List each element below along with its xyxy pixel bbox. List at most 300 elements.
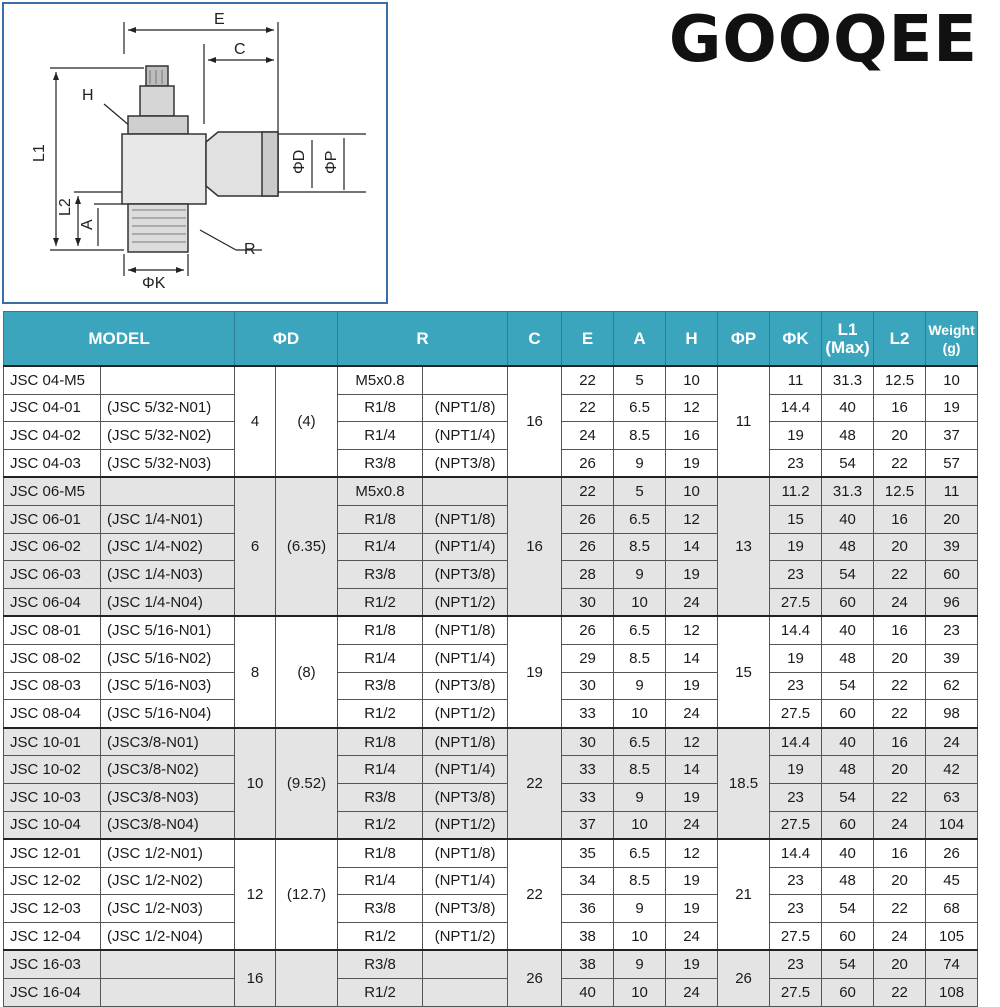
cell-r: M5x0.8 (338, 366, 423, 394)
cell-alt-model (101, 950, 235, 978)
cell-h: 12 (666, 616, 718, 644)
cell-model: JSC 10-04 (4, 811, 101, 839)
cell-r-npt (423, 950, 508, 978)
cell-h: 12 (666, 728, 718, 756)
cell-a: 10 (614, 700, 666, 728)
cell-phi-k: 11 (770, 366, 822, 394)
cell-alt-model: (JSC3/8-N01) (101, 728, 235, 756)
cell-a: 9 (614, 561, 666, 589)
cell-phi-d: 12 (235, 839, 276, 950)
table-row (4, 756, 978, 784)
cell-phi-k: 14.4 (770, 394, 822, 422)
cell-r: R1/2 (338, 811, 423, 839)
cell-l1: 40 (822, 728, 874, 756)
cell-phi-k: 27.5 (770, 922, 822, 950)
cell-h: 19 (666, 561, 718, 589)
cell-model: JSC 04-M5 (4, 366, 101, 394)
cell-h: 24 (666, 588, 718, 616)
cell-r-npt: (NPT1/4) (423, 644, 508, 672)
cell-l2: 22 (874, 672, 926, 700)
cell-h: 14 (666, 756, 718, 784)
cell-l2: 20 (874, 533, 926, 561)
cell-phi-k: 23 (770, 895, 822, 923)
cell-weight: 10 (926, 366, 978, 394)
cell-l2: 24 (874, 588, 926, 616)
table-group (4, 477, 978, 616)
cell-phi-k: 27.5 (770, 588, 822, 616)
table-row (4, 728, 978, 756)
cell-alt-model: (JSC 1/2-N02) (101, 867, 235, 895)
cell-l1: 54 (822, 449, 874, 477)
cell-model: JSC 12-01 (4, 839, 101, 867)
cell-l1: 60 (822, 979, 874, 1007)
cell-e: 22 (562, 477, 614, 505)
cell-model: JSC 08-03 (4, 672, 101, 700)
cell-r-npt: (NPT1/8) (423, 394, 508, 422)
cell-e: 34 (562, 867, 614, 895)
cell-weight: 105 (926, 922, 978, 950)
cell-e: 30 (562, 728, 614, 756)
cell-h: 16 (666, 422, 718, 450)
cell-h: 24 (666, 922, 718, 950)
cell-weight: 63 (926, 783, 978, 811)
cell-l1: 48 (822, 867, 874, 895)
cell-r-npt: (NPT1/4) (423, 422, 508, 450)
cell-e: 29 (562, 644, 614, 672)
cell-r: R1/2 (338, 922, 423, 950)
cell-c: 19 (508, 616, 562, 727)
table-row (4, 366, 978, 394)
label-l1: L1 (31, 144, 48, 162)
cell-alt-model: (JSC3/8-N03) (101, 783, 235, 811)
cell-alt-model (101, 979, 235, 1007)
table-row (4, 394, 978, 422)
cell-a: 6.5 (614, 394, 666, 422)
cell-weight: 11 (926, 477, 978, 505)
cell-weight: 24 (926, 728, 978, 756)
cell-l2: 24 (874, 922, 926, 950)
cell-c: 16 (508, 366, 562, 477)
cell-h: 14 (666, 644, 718, 672)
cell-weight: 19 (926, 394, 978, 422)
cell-alt-model: (JSC3/8-N04) (101, 811, 235, 839)
cell-r: R1/2 (338, 700, 423, 728)
cell-alt-model: (JSC 5/16-N03) (101, 672, 235, 700)
cell-a: 6.5 (614, 728, 666, 756)
cell-r: R1/8 (338, 505, 423, 533)
label-r: R (244, 241, 256, 258)
cell-phi-p: 15 (718, 616, 770, 727)
cell-r: R1/4 (338, 756, 423, 784)
cell-h: 19 (666, 783, 718, 811)
cell-a: 10 (614, 979, 666, 1007)
table-group (4, 950, 978, 1006)
cell-r: R3/8 (338, 895, 423, 923)
cell-phi-k: 23 (770, 950, 822, 978)
cell-phi-d-inch: (9.52) (276, 728, 338, 839)
cell-model: JSC 04-01 (4, 394, 101, 422)
cell-weight: 26 (926, 839, 978, 867)
label-phi-p: ΦP (323, 150, 340, 174)
header-weight-bottom: (g) (942, 339, 961, 356)
table-row (4, 449, 978, 477)
cell-e: 40 (562, 979, 614, 1007)
cell-r: R1/8 (338, 394, 423, 422)
cell-a: 9 (614, 783, 666, 811)
cell-phi-d: 6 (235, 477, 276, 616)
cell-r: R3/8 (338, 561, 423, 589)
cell-e: 28 (562, 561, 614, 589)
cell-weight: 42 (926, 756, 978, 784)
header-l2: L2 (874, 312, 926, 367)
cell-weight: 60 (926, 561, 978, 589)
cell-r: R1/4 (338, 533, 423, 561)
cell-alt-model: (JSC3/8-N02) (101, 756, 235, 784)
cell-alt-model: (JSC 5/32-N02) (101, 422, 235, 450)
cell-weight: 104 (926, 811, 978, 839)
cell-model: JSC 10-01 (4, 728, 101, 756)
cell-h: 19 (666, 950, 718, 978)
cell-e: 26 (562, 449, 614, 477)
cell-e: 33 (562, 756, 614, 784)
cell-r-npt: (NPT1/4) (423, 867, 508, 895)
cell-phi-p: 18.5 (718, 728, 770, 839)
cell-l2: 22 (874, 449, 926, 477)
table-group (4, 839, 978, 950)
table-row (4, 700, 978, 728)
table-row (4, 895, 978, 923)
cell-phi-k: 19 (770, 422, 822, 450)
cell-h: 10 (666, 477, 718, 505)
cell-model: JSC 06-03 (4, 561, 101, 589)
cell-e: 33 (562, 783, 614, 811)
cell-phi-d-inch: (4) (276, 366, 338, 477)
cell-r-npt: (NPT3/8) (423, 783, 508, 811)
cell-r: R3/8 (338, 783, 423, 811)
header-model: MODEL (4, 312, 235, 367)
cell-weight: 20 (926, 505, 978, 533)
brand-logo: GOOQEE (668, 3, 978, 77)
cell-r-npt: (NPT1/8) (423, 616, 508, 644)
table-row (4, 783, 978, 811)
label-h: H (82, 87, 94, 104)
cell-l2: 12.5 (874, 366, 926, 394)
cell-weight: 74 (926, 950, 978, 978)
cell-l2: 22 (874, 895, 926, 923)
cell-e: 26 (562, 533, 614, 561)
cell-weight: 37 (926, 422, 978, 450)
cell-a: 9 (614, 672, 666, 700)
cell-r-npt: (NPT1/2) (423, 811, 508, 839)
cell-alt-model: (JSC 5/32-N01) (101, 394, 235, 422)
cell-alt-model: (JSC 1/4-N01) (101, 505, 235, 533)
cell-l1: 48 (822, 533, 874, 561)
table-row (4, 422, 978, 450)
cell-r: R1/8 (338, 728, 423, 756)
cell-model: JSC 04-02 (4, 422, 101, 450)
cell-alt-model: (JSC 1/2-N01) (101, 839, 235, 867)
cell-alt-model (101, 366, 235, 394)
cell-phi-k: 27.5 (770, 979, 822, 1007)
cell-l1: 54 (822, 895, 874, 923)
header-l1 (822, 312, 874, 367)
cell-e: 37 (562, 811, 614, 839)
table-row (4, 811, 978, 839)
cell-phi-k: 27.5 (770, 700, 822, 728)
cell-model: JSC 06-M5 (4, 477, 101, 505)
cell-h: 19 (666, 895, 718, 923)
cell-l2: 16 (874, 839, 926, 867)
cell-h: 10 (666, 366, 718, 394)
cell-r-npt (423, 979, 508, 1007)
cell-a: 8.5 (614, 644, 666, 672)
cell-phi-d: 8 (235, 616, 276, 727)
cell-l1: 31.3 (822, 366, 874, 394)
cell-a: 6.5 (614, 505, 666, 533)
cell-phi-k: 14.4 (770, 839, 822, 867)
cell-l1: 54 (822, 672, 874, 700)
header-l1-bottom: (Max) (825, 337, 870, 357)
cell-a: 9 (614, 950, 666, 978)
cell-phi-k: 23 (770, 449, 822, 477)
header-weight (926, 312, 978, 367)
cell-r-npt: (NPT1/8) (423, 839, 508, 867)
table-row (4, 505, 978, 533)
cell-phi-p: 21 (718, 839, 770, 950)
fitting-drawing (4, 4, 386, 302)
cell-r: R3/8 (338, 449, 423, 477)
cell-model: JSC 08-02 (4, 644, 101, 672)
header-h: H (666, 312, 718, 367)
table-row (4, 477, 978, 505)
cell-r-npt: (NPT3/8) (423, 449, 508, 477)
cell-a: 6.5 (614, 839, 666, 867)
table-row (4, 672, 978, 700)
cell-phi-d: 4 (235, 366, 276, 477)
cell-model: JSC 08-04 (4, 700, 101, 728)
table-group (4, 366, 978, 477)
cell-phi-k: 19 (770, 533, 822, 561)
cell-alt-model: (JSC 1/4-N04) (101, 588, 235, 616)
cell-phi-k: 19 (770, 644, 822, 672)
label-phi-k: ΦK (142, 275, 166, 292)
header-phi-k: ΦK (770, 312, 822, 367)
table-row (4, 979, 978, 1007)
cell-r: R1/4 (338, 644, 423, 672)
cell-r: R1/4 (338, 422, 423, 450)
cell-h: 12 (666, 839, 718, 867)
cell-c: 16 (508, 477, 562, 616)
cell-weight: 23 (926, 616, 978, 644)
cell-l1: 60 (822, 588, 874, 616)
cell-l2: 22 (874, 561, 926, 589)
cell-a: 9 (614, 449, 666, 477)
cell-l1: 60 (822, 922, 874, 950)
header-phi-p: ΦP (718, 312, 770, 367)
cell-r-npt: (NPT3/8) (423, 895, 508, 923)
cell-l2: 20 (874, 756, 926, 784)
cell-r-npt: (NPT1/2) (423, 922, 508, 950)
cell-h: 12 (666, 394, 718, 422)
cell-l1: 54 (822, 950, 874, 978)
cell-r: M5x0.8 (338, 477, 423, 505)
table-row (4, 533, 978, 561)
cell-phi-d: 10 (235, 728, 276, 839)
cell-e: 33 (562, 700, 614, 728)
cell-phi-k: 15 (770, 505, 822, 533)
cell-phi-k: 23 (770, 867, 822, 895)
cell-alt-model: (JSC 1/4-N02) (101, 533, 235, 561)
cell-weight: 68 (926, 895, 978, 923)
cell-r-npt: (NPT1/4) (423, 756, 508, 784)
header-r: R (338, 312, 508, 367)
table-row (4, 588, 978, 616)
cell-h: 24 (666, 811, 718, 839)
cell-l1: 48 (822, 756, 874, 784)
cell-h: 19 (666, 867, 718, 895)
label-c: C (234, 41, 246, 58)
cell-l2: 16 (874, 505, 926, 533)
cell-r: R1/2 (338, 588, 423, 616)
cell-phi-p: 26 (718, 950, 770, 1006)
cell-alt-model: (JSC 1/2-N03) (101, 895, 235, 923)
cell-alt-model: (JSC 5/32-N03) (101, 449, 235, 477)
cell-a: 8.5 (614, 533, 666, 561)
cell-l1: 40 (822, 839, 874, 867)
cell-phi-k: 23 (770, 672, 822, 700)
header-l1-top: L1 (837, 319, 858, 339)
cell-alt-model: (JSC 1/2-N04) (101, 922, 235, 950)
table-row (4, 867, 978, 895)
cell-r-npt: (NPT3/8) (423, 672, 508, 700)
cell-alt-model: (JSC 1/4-N03) (101, 561, 235, 589)
header-e: E (562, 312, 614, 367)
cell-weight: 108 (926, 979, 978, 1007)
cell-l2: 24 (874, 811, 926, 839)
cell-phi-k: 23 (770, 561, 822, 589)
label-a: A (79, 219, 96, 230)
cell-l2: 22 (874, 783, 926, 811)
cell-r: R1/4 (338, 867, 423, 895)
cell-e: 22 (562, 394, 614, 422)
cell-weight: 98 (926, 700, 978, 728)
cell-phi-k: 11.2 (770, 477, 822, 505)
table-row (4, 616, 978, 644)
table-row (4, 839, 978, 867)
cell-l1: 60 (822, 811, 874, 839)
table-row (4, 922, 978, 950)
cell-phi-d: 16 (235, 950, 276, 1006)
cell-phi-d-inch: (8) (276, 616, 338, 727)
cell-phi-d-inch: (12.7) (276, 839, 338, 950)
cell-phi-d-inch: (6.35) (276, 477, 338, 616)
table-row (4, 950, 978, 978)
cell-model: JSC 16-04 (4, 979, 101, 1007)
cell-a: 8.5 (614, 867, 666, 895)
cell-l1: 54 (822, 783, 874, 811)
cell-l1: 40 (822, 394, 874, 422)
cell-r-npt: (NPT1/8) (423, 505, 508, 533)
cell-model: JSC 06-01 (4, 505, 101, 533)
cell-r-npt: (NPT1/2) (423, 588, 508, 616)
cell-r: R1/8 (338, 616, 423, 644)
cell-r-npt: (NPT3/8) (423, 561, 508, 589)
cell-e: 35 (562, 839, 614, 867)
cell-phi-k: 14.4 (770, 728, 822, 756)
cell-r-npt: (NPT1/8) (423, 728, 508, 756)
cell-h: 19 (666, 672, 718, 700)
cell-l1: 40 (822, 616, 874, 644)
cell-r-npt (423, 366, 508, 394)
cell-r-npt: (NPT1/2) (423, 700, 508, 728)
cell-l1: 48 (822, 422, 874, 450)
cell-l1: 31.3 (822, 477, 874, 505)
table-header-row (4, 312, 978, 367)
cell-r: R1/2 (338, 979, 423, 1007)
cell-l2: 20 (874, 950, 926, 978)
cell-phi-k: 23 (770, 783, 822, 811)
cell-a: 5 (614, 366, 666, 394)
cell-l2: 22 (874, 979, 926, 1007)
cell-e: 38 (562, 922, 614, 950)
table-row (4, 644, 978, 672)
table-row (4, 561, 978, 589)
cell-h: 24 (666, 979, 718, 1007)
cell-weight: 39 (926, 533, 978, 561)
cell-l2: 20 (874, 422, 926, 450)
cell-c: 26 (508, 950, 562, 1006)
cell-l2: 20 (874, 644, 926, 672)
cell-a: 10 (614, 922, 666, 950)
cell-r: R3/8 (338, 950, 423, 978)
cell-model: JSC 10-03 (4, 783, 101, 811)
cell-l2: 16 (874, 616, 926, 644)
cell-phi-k: 27.5 (770, 811, 822, 839)
cell-l1: 40 (822, 505, 874, 533)
cell-c: 22 (508, 839, 562, 950)
cell-e: 30 (562, 588, 614, 616)
cell-e: 30 (562, 672, 614, 700)
cell-r: R3/8 (338, 672, 423, 700)
cell-model: JSC 12-04 (4, 922, 101, 950)
header-c: C (508, 312, 562, 367)
cell-model: JSC 10-02 (4, 756, 101, 784)
cell-a: 8.5 (614, 422, 666, 450)
label-phi-d: ΦD (291, 149, 308, 174)
cell-model: JSC 06-02 (4, 533, 101, 561)
cell-model: JSC 12-02 (4, 867, 101, 895)
cell-phi-d-inch (276, 950, 338, 1006)
cell-c: 22 (508, 728, 562, 839)
cell-l2: 12.5 (874, 477, 926, 505)
cell-l1: 48 (822, 644, 874, 672)
cell-e: 22 (562, 366, 614, 394)
cell-e: 38 (562, 950, 614, 978)
cell-h: 19 (666, 449, 718, 477)
header-weight-top: Weight (928, 321, 975, 338)
cell-a: 5 (614, 477, 666, 505)
cell-alt-model: (JSC 5/16-N01) (101, 616, 235, 644)
cell-r-npt: (NPT1/4) (423, 533, 508, 561)
header-a: A (614, 312, 666, 367)
header-phi-d: ΦD (235, 312, 338, 367)
cell-l1: 54 (822, 561, 874, 589)
cell-phi-p: 11 (718, 366, 770, 477)
cell-e: 26 (562, 505, 614, 533)
cell-model: JSC 08-01 (4, 616, 101, 644)
cell-l2: 16 (874, 728, 926, 756)
table-group (4, 616, 978, 727)
